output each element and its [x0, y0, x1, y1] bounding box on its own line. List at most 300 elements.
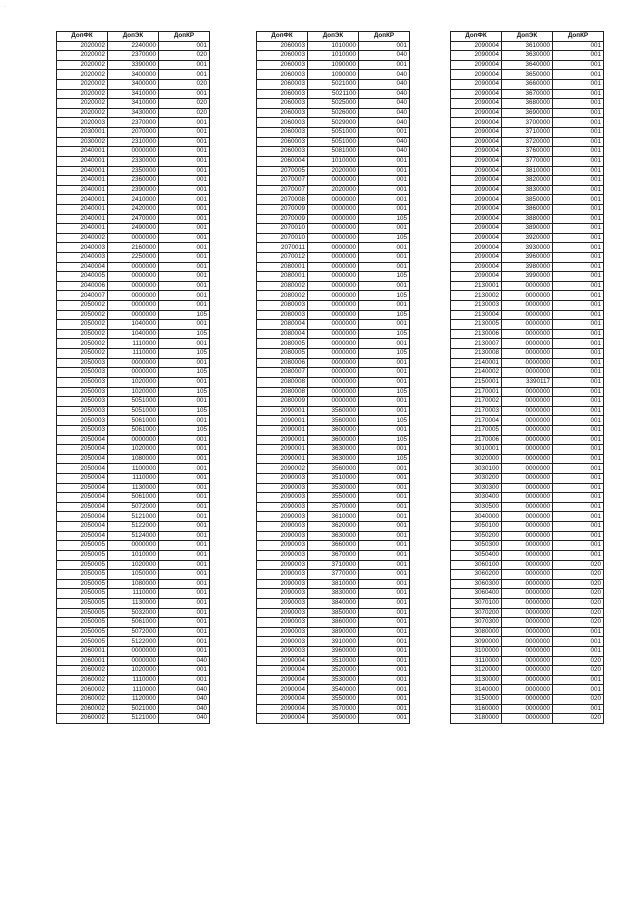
cell-dopfk: 2050005	[57, 637, 108, 647]
cell-dopek: 3560000	[308, 416, 359, 426]
cell-dopek: 0000000	[502, 666, 553, 676]
cell-dopek: 0000000	[502, 281, 553, 291]
cell-dopfk: 2070009	[257, 214, 308, 224]
cell-dopfk: 2040001	[57, 214, 108, 224]
table-row	[57, 445, 210, 455]
table-row	[57, 128, 210, 138]
cell-dopfk: 2040001	[57, 185, 108, 195]
cell-dopek: 0000000	[502, 522, 553, 532]
cell-dopek: 1050000	[108, 570, 159, 580]
table-row	[57, 99, 210, 109]
cell-dopkr: 001	[553, 425, 604, 435]
cell-dopfk: 2090004	[451, 137, 502, 147]
cell-dopfk: 3070300	[451, 618, 502, 628]
cell-dopkr: 020	[159, 80, 210, 90]
cell-dopfk: 2090001	[257, 454, 308, 464]
cell-dopkr: 020	[159, 51, 210, 61]
cell-dopek: 0000000	[308, 204, 359, 214]
cell-dopek: 0000000	[502, 416, 553, 426]
cell-dopkr: 001	[159, 281, 210, 291]
cell-dopek: 5121000	[108, 512, 159, 522]
cell-dopfk: 2090001	[257, 416, 308, 426]
cell-dopkr: 001	[159, 70, 210, 80]
cell-dopek: 3590000	[308, 714, 359, 724]
cell-dopfk: 2090003	[257, 618, 308, 628]
cell-dopek: 0000000	[502, 493, 553, 503]
table-row	[451, 51, 604, 61]
cell-dopek: 0000000	[502, 474, 553, 484]
cell-dopkr: 001	[553, 454, 604, 464]
cell-dopfk: 2090003	[257, 608, 308, 618]
cell-dopfk: 2080004	[257, 320, 308, 330]
table-row	[57, 339, 210, 349]
table-row	[57, 368, 210, 378]
cell-dopfk: 2130003	[451, 301, 502, 311]
cell-dopfk: 2030002	[57, 137, 108, 147]
cell-dopfk: 2090004	[451, 224, 502, 234]
cell-dopfk: 2040001	[57, 176, 108, 186]
table-row	[451, 339, 604, 349]
cell-dopkr: 001	[553, 320, 604, 330]
table-row	[451, 108, 604, 118]
cell-dopek: 3680000	[502, 99, 553, 109]
table-row	[57, 646, 210, 656]
cell-dopek: 3670000	[308, 550, 359, 560]
table-row	[257, 70, 410, 80]
table-row	[257, 608, 410, 618]
table-row	[57, 233, 210, 243]
table-row	[451, 147, 604, 157]
cell-dopfk: 2070005	[257, 166, 308, 176]
cell-dopkr: 001	[159, 358, 210, 368]
cell-dopfk: 2090004	[451, 253, 502, 263]
cell-dopkr: 001	[553, 60, 604, 70]
cell-dopfk: 2060001	[57, 656, 108, 666]
cell-dopfk: 2170002	[451, 397, 502, 407]
cell-dopek: 3670000	[502, 89, 553, 99]
table-row	[257, 339, 410, 349]
cell-dopek: 1110000	[108, 339, 159, 349]
cell-dopkr: 001	[359, 512, 410, 522]
cell-dopfk: 3090000	[451, 637, 502, 647]
table-row	[57, 704, 210, 714]
cell-dopfk: 2070007	[257, 176, 308, 186]
table-row	[451, 416, 604, 426]
cell-dopek: 0000000	[502, 320, 553, 330]
table-row	[257, 435, 410, 445]
cell-dopek: 2390000	[108, 185, 159, 195]
cell-dopkr: 001	[359, 598, 410, 608]
data-table-2	[256, 31, 410, 724]
cell-dopkr: 001	[159, 301, 210, 311]
table-row	[257, 579, 410, 589]
corner-mark: ·	[4, 4, 6, 10]
cell-dopfk: 2090004	[451, 51, 502, 61]
cell-dopfk: 2060003	[257, 108, 308, 118]
cell-dopek: 3530000	[308, 675, 359, 685]
cell-dopfk: 2090002	[257, 464, 308, 474]
table-row	[257, 425, 410, 435]
cell-dopkr: 020	[159, 99, 210, 109]
cell-dopkr: 001	[159, 589, 210, 599]
cell-dopek: 1110000	[108, 675, 159, 685]
cell-dopkr: 001	[553, 685, 604, 695]
cell-dopek: 5025000	[308, 99, 359, 109]
table-row	[57, 531, 210, 541]
cell-dopkr: 001	[359, 685, 410, 695]
cell-dopkr: 001	[553, 416, 604, 426]
cell-dopek: 3700000	[502, 118, 553, 128]
table-row	[57, 416, 210, 426]
cell-dopfk: 2090003	[257, 598, 308, 608]
cell-dopek: 3920000	[502, 233, 553, 243]
cell-dopek: 5061000	[108, 493, 159, 503]
cell-dopkr: 001	[553, 291, 604, 301]
cell-dopkr: 001	[553, 147, 604, 157]
cell-dopkr: 001	[159, 675, 210, 685]
cell-dopkr: 001	[553, 627, 604, 637]
cell-dopfk: 3070100	[451, 598, 502, 608]
cell-dopfk: 2150001	[451, 377, 502, 387]
table-row	[257, 368, 410, 378]
cell-dopfk: 2090003	[257, 502, 308, 512]
cell-dopek: 5051000	[108, 397, 159, 407]
table-row	[451, 589, 604, 599]
cell-dopek: 0000000	[308, 224, 359, 234]
cell-dopfk: 3030500	[451, 502, 502, 512]
table-row	[57, 204, 210, 214]
header-dopek: ДопЭК	[108, 32, 159, 42]
cell-dopfk: 2050003	[57, 425, 108, 435]
cell-dopek: 0000000	[502, 560, 553, 570]
cell-dopkr: 001	[159, 464, 210, 474]
cell-dopfk: 2050004	[57, 522, 108, 532]
cell-dopfk: 2050005	[57, 627, 108, 637]
cell-dopkr: 040	[159, 695, 210, 705]
cell-dopek: 3850000	[502, 195, 553, 205]
cell-dopfk: 3040000	[451, 512, 502, 522]
table-row	[57, 51, 210, 61]
cell-dopfk: 2020002	[57, 99, 108, 109]
cell-dopek: 3690000	[502, 108, 553, 118]
cell-dopfk: 2090004	[451, 176, 502, 186]
cell-dopfk: 2060002	[57, 685, 108, 695]
table-row	[257, 60, 410, 70]
cell-dopfk: 3070200	[451, 608, 502, 618]
cell-dopfk: 2090004	[451, 60, 502, 70]
cell-dopfk: 2060003	[257, 80, 308, 90]
table-row	[57, 80, 210, 90]
cell-dopfk: 2080002	[257, 291, 308, 301]
cell-dopkr: 001	[359, 704, 410, 714]
cell-dopfk: 2020002	[57, 70, 108, 80]
cell-dopkr: 001	[553, 262, 604, 272]
cell-dopkr: 001	[359, 377, 410, 387]
cell-dopfk: 2050005	[57, 560, 108, 570]
cell-dopkr: 001	[159, 272, 210, 282]
cell-dopkr: 040	[159, 656, 210, 666]
cell-dopkr: 040	[359, 51, 410, 61]
cell-dopfk: 2050004	[57, 483, 108, 493]
cell-dopek: 1100000	[108, 464, 159, 474]
table-row	[57, 541, 210, 551]
cell-dopfk: 3150000	[451, 695, 502, 705]
table-row	[451, 176, 604, 186]
table-row	[257, 704, 410, 714]
cell-dopek: 0000000	[308, 253, 359, 263]
cell-dopfk: 3060400	[451, 589, 502, 599]
table-row	[57, 224, 210, 234]
cell-dopek: 2490000	[108, 224, 159, 234]
cell-dopkr: 020	[553, 695, 604, 705]
table-header-row	[57, 32, 210, 42]
cell-dopfk: 2050002	[57, 339, 108, 349]
cell-dopkr: 040	[359, 70, 410, 80]
cell-dopek: 1110000	[108, 349, 159, 359]
cell-dopek: 2020000	[308, 166, 359, 176]
table-row	[451, 301, 604, 311]
cell-dopfk: 2050003	[57, 406, 108, 416]
cell-dopkr: 001	[359, 714, 410, 724]
table-row	[257, 406, 410, 416]
cell-dopkr: 001	[553, 185, 604, 195]
cell-dopfk: 2080005	[257, 339, 308, 349]
cell-dopfk: 2090004	[451, 185, 502, 195]
cell-dopkr: 001	[359, 579, 410, 589]
cell-dopek: 1110000	[108, 685, 159, 695]
cell-dopek: 3910000	[308, 637, 359, 647]
table-row	[257, 656, 410, 666]
table-row	[257, 51, 410, 61]
cell-dopek: 1130000	[108, 598, 159, 608]
table-row	[257, 483, 410, 493]
cell-dopek: 3960000	[308, 646, 359, 656]
cell-dopkr: 001	[359, 502, 410, 512]
cell-dopek: 1010000	[108, 550, 159, 560]
cell-dopek: 2020000	[308, 185, 359, 195]
cell-dopfk: 2130004	[451, 310, 502, 320]
cell-dopek: 0000000	[308, 195, 359, 205]
cell-dopek: 5122000	[108, 637, 159, 647]
table-row	[257, 195, 410, 205]
table-row	[57, 137, 210, 147]
cell-dopkr: 001	[553, 224, 604, 234]
cell-dopfk: 3030200	[451, 474, 502, 484]
cell-dopfk: 2040001	[57, 224, 108, 234]
cell-dopek: 3760000	[502, 147, 553, 157]
cell-dopkr: 105	[359, 310, 410, 320]
table-row	[57, 695, 210, 705]
cell-dopek: 0000000	[308, 301, 359, 311]
table-row	[451, 291, 604, 301]
table-row	[57, 281, 210, 291]
cell-dopek: 3830000	[502, 185, 553, 195]
cell-dopfk: 2090003	[257, 560, 308, 570]
cell-dopkr: 001	[359, 128, 410, 138]
cell-dopkr: 001	[359, 339, 410, 349]
cell-dopfk: 2050004	[57, 435, 108, 445]
cell-dopek: 5124000	[108, 531, 159, 541]
cell-dopkr: 001	[359, 406, 410, 416]
cell-dopkr: 001	[159, 262, 210, 272]
cell-dopkr: 001	[553, 522, 604, 532]
cell-dopek: 1010000	[308, 156, 359, 166]
cell-dopfk: 2090004	[257, 656, 308, 666]
cell-dopfk: 2090004	[257, 714, 308, 724]
table-row	[57, 675, 210, 685]
cell-dopfk: 3010001	[451, 445, 502, 455]
cell-dopfk: 2090003	[257, 522, 308, 532]
cell-dopek: 3890000	[308, 627, 359, 637]
cell-dopek: 3770000	[308, 570, 359, 580]
table-row	[57, 156, 210, 166]
table-row	[451, 685, 604, 695]
cell-dopek: 5081000	[308, 147, 359, 157]
table-row	[257, 166, 410, 176]
cell-dopfk: 2170003	[451, 406, 502, 416]
table-row	[57, 301, 210, 311]
cell-dopkr: 001	[553, 70, 604, 80]
table-row	[57, 579, 210, 589]
cell-dopfk: 2130005	[451, 320, 502, 330]
cell-dopkr: 001	[553, 493, 604, 503]
cell-dopek: 0000000	[502, 397, 553, 407]
table-row	[57, 262, 210, 272]
cell-dopfk: 2040003	[57, 253, 108, 263]
table-row	[57, 714, 210, 724]
table-row	[57, 483, 210, 493]
cell-dopfk: 2040001	[57, 156, 108, 166]
cell-dopfk: 2090004	[451, 99, 502, 109]
cell-dopfk: 2020002	[57, 41, 108, 51]
table-row	[451, 666, 604, 676]
cell-dopfk: 2080009	[257, 397, 308, 407]
cell-dopkr: 001	[159, 243, 210, 253]
cell-dopfk: 2020002	[57, 80, 108, 90]
cell-dopek: 0000000	[108, 262, 159, 272]
cell-dopek: 3550000	[308, 695, 359, 705]
cell-dopkr: 001	[159, 531, 210, 541]
table-row	[57, 560, 210, 570]
cell-dopfk: 2050005	[57, 579, 108, 589]
cell-dopkr: 001	[553, 541, 604, 551]
table-row	[57, 570, 210, 580]
table-row	[257, 80, 410, 90]
cell-dopek: 3630000	[308, 531, 359, 541]
cell-dopek: 0000000	[308, 377, 359, 387]
cell-dopek: 0000000	[502, 579, 553, 589]
cell-dopkr: 001	[159, 176, 210, 186]
cell-dopkr: 001	[159, 416, 210, 426]
table-row	[57, 502, 210, 512]
header-dopfk: ДопФК	[257, 32, 308, 42]
cell-dopfk: 2020002	[57, 89, 108, 99]
cell-dopfk: 2070009	[257, 204, 308, 214]
cell-dopfk: 2090001	[257, 435, 308, 445]
cell-dopek: 0000000	[308, 233, 359, 243]
cell-dopfk: 2090004	[451, 166, 502, 176]
cell-dopkr: 001	[553, 377, 604, 387]
table-row	[57, 589, 210, 599]
cell-dopfk: 2170005	[451, 425, 502, 435]
cell-dopkr: 001	[159, 320, 210, 330]
table-row	[451, 377, 604, 387]
cell-dopkr: 001	[359, 195, 410, 205]
table-row	[57, 598, 210, 608]
cell-dopfk: 2050004	[57, 493, 108, 503]
cell-dopfk: 2050005	[57, 550, 108, 560]
cell-dopkr: 001	[159, 195, 210, 205]
table-row	[57, 454, 210, 464]
cell-dopkr: 020	[553, 714, 604, 724]
cell-dopfk: 3050200	[451, 531, 502, 541]
table-row	[257, 637, 410, 647]
cell-dopkr: 001	[159, 156, 210, 166]
cell-dopfk: 2130006	[451, 329, 502, 339]
cell-dopkr: 040	[159, 704, 210, 714]
cell-dopfk: 2050004	[57, 454, 108, 464]
table-row	[57, 550, 210, 560]
cell-dopkr: 020	[159, 108, 210, 118]
cell-dopkr: 001	[359, 224, 410, 234]
cell-dopkr: 001	[553, 646, 604, 656]
table-row	[257, 589, 410, 599]
cell-dopkr: 105	[359, 387, 410, 397]
cell-dopkr: 001	[159, 339, 210, 349]
cell-dopek: 3890000	[502, 224, 553, 234]
header-dopek: ДопЭК	[308, 32, 359, 42]
header-dopfk: ДопФК	[57, 32, 108, 42]
table-row	[451, 156, 604, 166]
cell-dopek: 3860000	[502, 204, 553, 214]
cell-dopek: 0000000	[308, 329, 359, 339]
cell-dopfk: 2090003	[257, 541, 308, 551]
cell-dopfk: 2050004	[57, 512, 108, 522]
cell-dopfk: 2080003	[257, 301, 308, 311]
cell-dopek: 0000000	[502, 675, 553, 685]
cell-dopfk: 2060002	[57, 695, 108, 705]
cell-dopkr: 001	[159, 560, 210, 570]
cell-dopek: 3980000	[502, 262, 553, 272]
table-row	[257, 646, 410, 656]
cell-dopfk: 2090003	[257, 570, 308, 580]
cell-dopfk: 2060003	[257, 147, 308, 157]
cell-dopfk: 2080002	[257, 281, 308, 291]
table-row	[451, 349, 604, 359]
cell-dopkr: 001	[159, 637, 210, 647]
table-row	[451, 522, 604, 532]
cell-dopek: 0000000	[502, 637, 553, 647]
cell-dopek: 0000000	[502, 531, 553, 541]
cell-dopek: 3390000	[108, 60, 159, 70]
cell-dopek: 0000000	[308, 176, 359, 186]
table-row	[257, 666, 410, 676]
cell-dopfk: 3160000	[451, 704, 502, 714]
cell-dopkr: 001	[553, 512, 604, 522]
cell-dopek: 3610000	[308, 512, 359, 522]
cell-dopek: 0000000	[502, 483, 553, 493]
cell-dopkr: 001	[159, 253, 210, 263]
table-row	[451, 128, 604, 138]
cell-dopfk: 2040007	[57, 291, 108, 301]
cell-dopkr: 001	[159, 579, 210, 589]
cell-dopek: 2350000	[108, 166, 159, 176]
header-dopkr: ДопКР	[359, 32, 410, 42]
table-row	[257, 214, 410, 224]
cell-dopkr: 001	[553, 704, 604, 714]
cell-dopfk: 2050005	[57, 608, 108, 618]
table-row	[451, 608, 604, 618]
